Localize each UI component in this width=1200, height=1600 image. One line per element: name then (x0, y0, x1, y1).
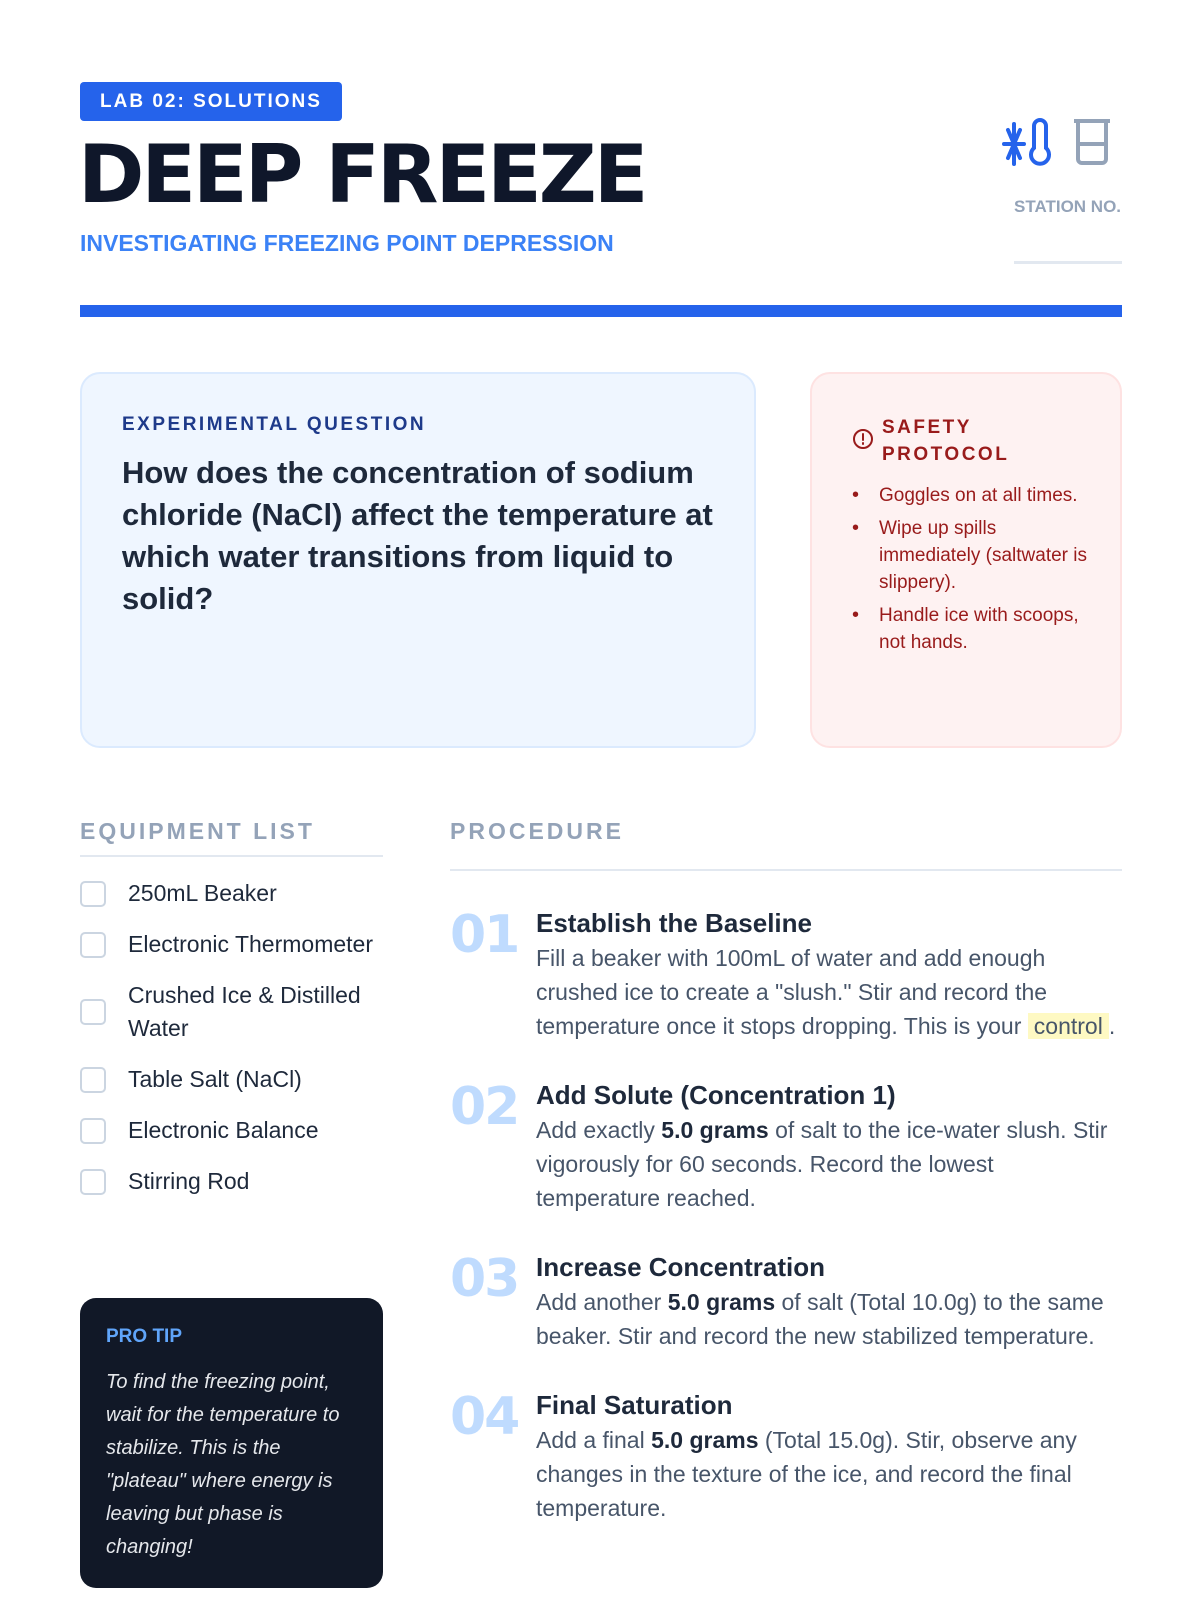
step-title: Final Saturation (536, 1390, 733, 1420)
pro-tip-label: PRO TIP (106, 1326, 183, 1347)
equipment-section (80, 818, 383, 1216)
safety-item: • Wipe up spills immediately (saltwater is slippery). (852, 515, 1090, 596)
question-text: How does the concentration of sodium chloride (NaCl) affect the temperature at which water transitions from liquid to solid? (122, 455, 713, 616)
page-title: DEEP FREEZE (78, 128, 646, 221)
header-icons (1000, 118, 1112, 170)
snowflake-thermometer-icon (1000, 118, 1054, 170)
procedure-step (450, 907, 1122, 1043)
step-body: Fill a beaker with 100mL of water and add enough crushed ice to create a "slush." Stir and record the temperature once it stops dropping. This is your control . (536, 945, 1116, 1039)
safety-item: • Goggles on at all times. (852, 482, 1090, 509)
page-subtitle: INVESTIGATING FREEZING POINT DEPRESSION (80, 230, 614, 256)
station-label: STATION NO. (1014, 197, 1122, 216)
question-card (80, 372, 756, 748)
safety-item: • Handle ice with scoops, not hands. (852, 602, 1090, 656)
equipment-label: Electronic Balance (128, 1117, 319, 1143)
step-number: 04 (450, 1387, 519, 1447)
procedure-section (450, 818, 1122, 1525)
checkbox[interactable] (80, 932, 106, 958)
equipment-item[interactable] (80, 979, 383, 1045)
equipment-item[interactable] (80, 877, 383, 910)
step-body: Add exactly 5.0 grams of salt to the ice-water slush. Stir vigorously for 60 seconds. Record the lowest temperature reached. (536, 1117, 1108, 1211)
step-number: 02 (450, 1077, 519, 1137)
step-title: Establish the Baseline (536, 908, 812, 938)
step-title: Add Solute (Concentration 1) (536, 1080, 896, 1110)
equipment-item[interactable] (80, 1114, 383, 1147)
pro-tip-text: To find the freezing point, wait for the temperature to stabilize. This is the "plateau" where energy is leaving but phase is changing! (106, 1371, 340, 1558)
equipment-item[interactable] (80, 928, 383, 961)
header-divider (80, 305, 1122, 317)
highlight-term: control (1028, 1013, 1109, 1039)
equipment-item[interactable] (80, 1063, 383, 1096)
step-number: 01 (450, 905, 519, 965)
equipment-label: Stirring Rod (128, 1168, 250, 1194)
checkbox[interactable] (80, 881, 106, 907)
pro-tip-card (80, 1298, 383, 1588)
beaker-icon (1072, 118, 1112, 166)
procedure-step (450, 1251, 1122, 1353)
question-label: EXPERIMENTAL QUESTION (122, 414, 427, 435)
procedure-step (450, 1389, 1122, 1525)
equipment-label: Crushed Ice & Distilled Water (128, 982, 361, 1041)
step-body: Add a final 5.0 grams (Total 15.0g). Stir, observe any changes in the texture of the ice, and record the final temperature. (536, 1427, 1077, 1521)
alert-icon (852, 428, 874, 450)
procedure-title: PROCEDURE (450, 818, 1122, 871)
step-number: 03 (450, 1249, 519, 1309)
safety-card (810, 372, 1122, 748)
checkbox[interactable] (80, 1067, 106, 1093)
checkbox[interactable] (80, 1169, 106, 1195)
safety-title: SAFETY PROTOCOL (882, 417, 1010, 465)
equipment-title: EQUIPMENT LIST (80, 818, 383, 857)
equipment-item[interactable] (80, 1165, 383, 1198)
lab-badge: LAB 02: SOLUTIONS (80, 82, 342, 121)
step-body: Add another 5.0 grams of salt (Total 10.0g) to the same beaker. Stir and record the new stabilized temperature. (536, 1289, 1104, 1349)
procedure-step (450, 1079, 1122, 1215)
equipment-label: Electronic Thermometer (128, 931, 373, 957)
equipment-label: Table Salt (NaCl) (128, 1066, 302, 1092)
checkbox[interactable] (80, 999, 106, 1025)
checkbox[interactable] (80, 1118, 106, 1144)
station-number-field[interactable] (1014, 261, 1122, 264)
step-title: Increase Concentration (536, 1252, 825, 1282)
equipment-label: 250mL Beaker (128, 880, 277, 906)
